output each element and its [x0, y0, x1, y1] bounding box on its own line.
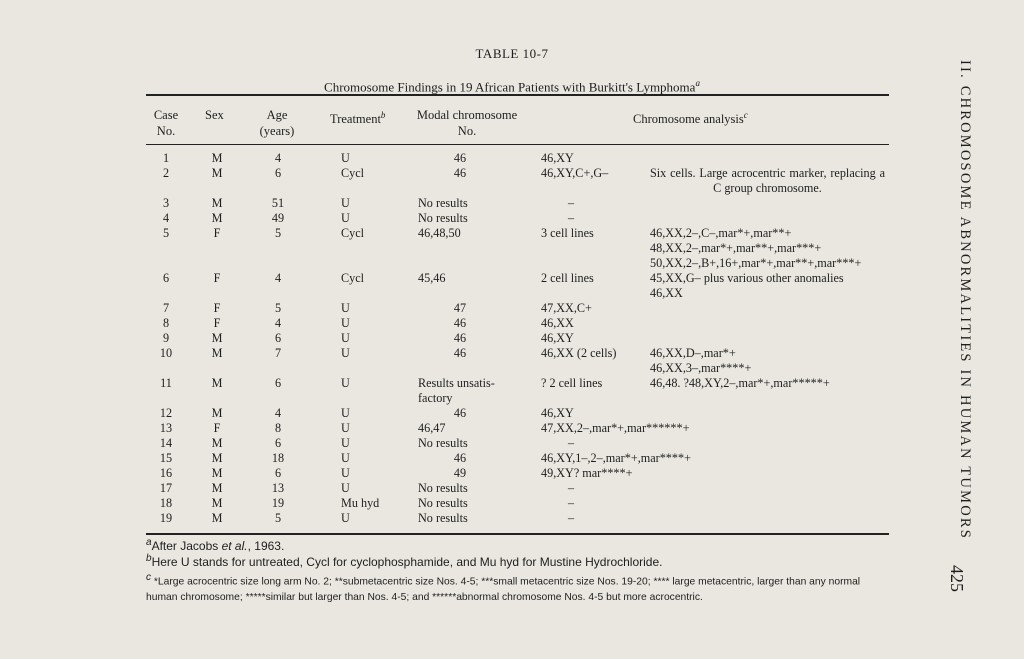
cell-age: 6 [274, 436, 282, 450]
cell-treatment: U [341, 406, 350, 420]
cell-modal: No results [418, 511, 468, 525]
footnote-c [146, 570, 876, 606]
footnote-c-mark: c [146, 572, 151, 583]
cell-modal: 46 [453, 406, 467, 420]
footnote-a-text: After Jacobs [151, 539, 222, 553]
header-modal [412, 107, 522, 139]
header-analysis-text: Chromosome analysis [633, 112, 744, 127]
cell-sex: M [211, 406, 223, 420]
cell-age: 6 [274, 466, 282, 480]
cell-case: 4 [162, 211, 170, 225]
cell-sex: M [211, 511, 223, 525]
footnote-a-mark: a [146, 537, 152, 548]
cell-age: 5 [274, 511, 282, 525]
cell-case: 9 [162, 331, 170, 345]
cell-case: 2 [162, 166, 170, 180]
table-caption-text: Chromosome Findings in 19 African Patients with Burkitt's Lymphoma [324, 79, 696, 95]
header-sex: Sex [205, 108, 224, 122]
cell-analysis: 46,XY,1–,2–,mar*+,mar****+ [541, 451, 691, 465]
cell-age: 4 [274, 151, 282, 165]
cell-sex: M [211, 331, 223, 345]
cell-case: 15 [159, 451, 173, 465]
cell-analysis: ? 2 cell lines [541, 376, 603, 390]
cell-treatment: U [341, 196, 350, 210]
cell-treatment: U [341, 466, 350, 480]
cell-age: 51 [271, 196, 285, 210]
header-case [146, 107, 186, 139]
cell-treatment: U [341, 421, 350, 435]
header-age [252, 107, 302, 139]
cell-sex: M [211, 376, 223, 390]
cell-analysis: 46,XY [541, 331, 574, 345]
cell-sex: F [213, 271, 221, 285]
cell-age: 4 [274, 406, 282, 420]
cell-modal: 46 [453, 346, 467, 360]
cell-modal: 47 [453, 301, 467, 315]
cell-treatment: U [341, 301, 350, 315]
header-modal-line1: Modal chromosome [416, 108, 518, 122]
cell-modal: 46,47 [418, 421, 446, 435]
cell-modal: 46 [453, 166, 467, 180]
running-head [954, 60, 974, 541]
header-rule [146, 144, 889, 145]
cell-modal: No results [418, 211, 468, 225]
cell-modal: 46 [453, 451, 467, 465]
cell-analysis: 47,XX,2–,mar*+,mar******+ [541, 421, 690, 435]
cell-sex: M [211, 211, 223, 225]
cell-note: 46,XX,2–,C–,mar*+,mar**+ 48,XX,2–,mar*+,mar**+,mar***+ 50,XX,2–,B+,16+,mar*+,mar**+,mar***+ [650, 226, 862, 270]
cell-case: 19 [159, 511, 173, 525]
cell-sex: F [213, 226, 221, 240]
cell-sex: M [211, 466, 223, 480]
table-label: TABLE 10-7 [475, 46, 549, 61]
cell-age: 7 [274, 346, 282, 360]
cell-treatment: Cycl [341, 271, 365, 285]
cell-analysis: – [567, 511, 575, 525]
cell-analysis: 47,XX,C+ [541, 301, 592, 315]
cell-case: 5 [162, 226, 170, 240]
cell-age: 6 [274, 166, 282, 180]
cell-analysis: 46,XX (2 cells) [541, 346, 617, 360]
header-treatment [330, 107, 385, 127]
cell-note: 45,XX,G– plus various other anomalies 46,XX [650, 271, 844, 300]
analysis-footnote-mark: c [743, 110, 748, 120]
cell-age: 4 [274, 271, 282, 285]
cell-sex: M [211, 496, 223, 510]
cell-treatment: U [341, 511, 350, 525]
cell-case: 16 [159, 466, 173, 480]
cell-analysis: – [567, 436, 575, 450]
cell-note: Six cells. Large acrocentric marker, replacing a C group chromosome. [650, 166, 885, 195]
cell-analysis: 3 cell lines [541, 226, 594, 240]
cell-analysis: – [567, 196, 575, 210]
cell-sex: M [211, 151, 223, 165]
page-number: 425 [947, 565, 967, 592]
cell-age: 6 [274, 376, 282, 390]
cell-case: 7 [162, 301, 170, 315]
cell-treatment: U [341, 451, 350, 465]
cell-treatment: U [341, 346, 350, 360]
cell-age: 4 [274, 316, 282, 330]
cell-sex: M [211, 166, 223, 180]
bottom-rule [146, 533, 889, 535]
cell-treatment: Cycl [341, 166, 365, 180]
top-rule [146, 94, 889, 96]
cell-sex: M [211, 196, 223, 210]
cell-age: 5 [274, 226, 282, 240]
cell-treatment: U [341, 151, 350, 165]
footnote-b-mark: b [146, 553, 152, 564]
cell-modal: No results [418, 496, 468, 510]
cell-case: 10 [159, 346, 173, 360]
header-analysis [633, 107, 748, 127]
cell-case: 3 [162, 196, 170, 210]
cell-modal: 46 [453, 151, 467, 165]
cell-analysis: – [567, 481, 575, 495]
cell-analysis: 46,XX [541, 316, 574, 330]
table-caption [0, 78, 1024, 95]
cell-sex: M [211, 481, 223, 495]
header-case-line2: No. [156, 124, 176, 138]
cell-treatment: U [341, 331, 350, 345]
cell-age: 18 [271, 451, 285, 465]
cell-age: 13 [271, 481, 285, 495]
cell-case: 11 [160, 376, 172, 390]
footnote-c-text: *Large acrocentric size long arm No. 2; **submetacentric size Nos. 4-5; ***small metacentric size Nos. 19-20; **** large metacentric, larger than any normal human chromosome; *****similar but larger than Nos. 4-5; and ******abnormal chromosome Nos. 4-5 but more acrocentric. [146, 576, 861, 604]
cell-case: 14 [159, 436, 173, 450]
cell-analysis: 46,XY [541, 151, 574, 165]
cell-note: 46,XX,D–,mar*+ 46,XX,3–,mar****+ [650, 346, 752, 375]
cell-case: 17 [159, 481, 173, 495]
cell-modal: 46 [453, 316, 467, 330]
footnote-b [146, 553, 662, 569]
footnote-b-text: Here U stands for untreated, Cycl for cyclophosphamide, and Mu hyd for Mustine Hydrochloride. [151, 555, 663, 569]
cell-modal: No results [418, 196, 468, 210]
cell-treatment: U [341, 376, 350, 390]
cell-modal: No results [418, 436, 468, 450]
cell-treatment: Cycl [341, 226, 365, 240]
cell-analysis: 2 cell lines [541, 271, 594, 285]
cell-treatment: U [341, 436, 350, 450]
cell-modal: 46 [453, 331, 467, 345]
cell-age: 19 [271, 496, 285, 510]
running-head-text: II. CHROMOSOME ABNORMALITIES IN HUMAN TUMORS [957, 60, 973, 541]
cell-analysis: 49,XY? mar****+ [541, 466, 633, 480]
cell-age: 5 [274, 301, 282, 315]
cell-modal: 46,48,50 [418, 226, 461, 240]
footnote-a-tail: , 1963. [247, 539, 285, 553]
cell-treatment: U [341, 481, 350, 495]
cell-age: 8 [274, 421, 282, 435]
cell-case: 8 [162, 316, 170, 330]
cell-modal: Results unsatis- factory [418, 376, 495, 405]
cell-treatment: Mu hyd [341, 496, 380, 510]
header-case-line1: Case [153, 108, 179, 122]
header-age-line1: Age [266, 108, 288, 122]
header-modal-line2: No. [457, 124, 477, 138]
cell-analysis: – [567, 496, 575, 510]
header-treatment-text: Treatment [330, 112, 381, 127]
cell-case: 6 [162, 271, 170, 285]
cell-sex: F [213, 301, 221, 315]
cell-analysis: – [567, 211, 575, 225]
footnote-a [146, 537, 284, 553]
cell-age: 6 [274, 331, 282, 345]
cell-age: 49 [271, 211, 285, 225]
treatment-footnote-mark: b [380, 110, 386, 120]
header-age-line2: (years) [259, 124, 295, 138]
footnote-a-italic: et al. [221, 539, 248, 553]
cell-treatment: U [341, 211, 350, 225]
cell-modal: 45,46 [418, 271, 446, 285]
cell-analysis: 46,XY,C+,G– [541, 166, 609, 180]
caption-footnote-mark: a [695, 78, 700, 88]
cell-analysis: 46,XY [541, 406, 574, 420]
cell-sex: F [213, 421, 221, 435]
cell-sex: M [211, 346, 223, 360]
cell-treatment: U [341, 316, 350, 330]
cell-note: 46,48. ?48,XY,2–,mar*+,mar*****+ [650, 376, 830, 390]
cell-case: 13 [159, 421, 173, 435]
cell-sex: M [211, 436, 223, 450]
cell-modal: 49 [453, 466, 467, 480]
cell-modal: No results [418, 481, 468, 495]
cell-sex: M [211, 451, 223, 465]
cell-case: 12 [159, 406, 173, 420]
cell-case: 1 [162, 151, 170, 165]
cell-sex: F [213, 316, 221, 330]
cell-case: 18 [159, 496, 173, 510]
